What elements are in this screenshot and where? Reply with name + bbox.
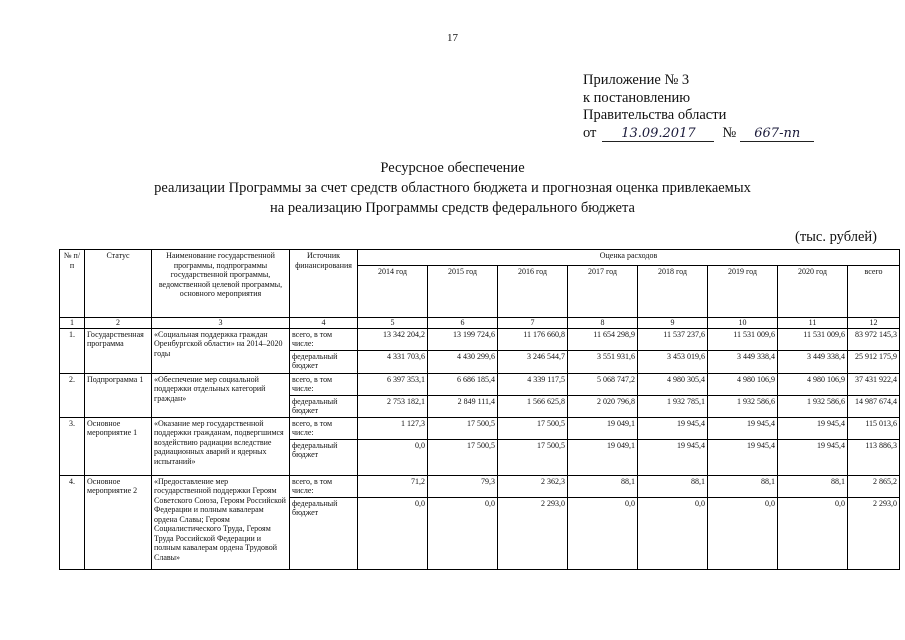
- table-row: [60, 417, 900, 439]
- row-year-value: 88,1: [708, 475, 778, 497]
- row-year-value: 19 945,4: [708, 417, 778, 439]
- header-estimate: Оценка расходов: [358, 250, 900, 266]
- row-year-value: 19 049,1: [568, 439, 638, 475]
- row-year-value: 4 980 106,9: [708, 373, 778, 395]
- row-year-value: 6 397 353,1: [358, 373, 428, 395]
- row-year-value: 0,0: [568, 497, 638, 569]
- row-year-value: 13 199 724,6: [428, 328, 498, 350]
- header-num: № п/п: [60, 250, 85, 318]
- row-year-value: 2 849 111,4: [428, 395, 498, 417]
- row-year-value: 19 945,4: [638, 417, 708, 439]
- row-year-value: 0,0: [638, 497, 708, 569]
- row-year-value: 11 531 009,6: [778, 328, 848, 350]
- header-year: 2015 год: [428, 266, 498, 318]
- title-line-1: Ресурсное обеспечение: [380, 160, 525, 176]
- row-status: Государственная программа: [85, 328, 152, 373]
- row-status: Основное мероприятие 2: [85, 475, 152, 569]
- annex-date-line: [583, 125, 814, 143]
- column-index: 2: [85, 318, 152, 329]
- row-source: всего, в том числе:: [290, 417, 358, 439]
- row-year-value: 6 686 185,4: [428, 373, 498, 395]
- row-year-value: 19 049,1: [568, 417, 638, 439]
- row-total-value: 25 912 175,9: [848, 350, 900, 373]
- table-row: [60, 475, 900, 497]
- header-year: 2019 год: [708, 266, 778, 318]
- row-total-value: 115 013,6: [848, 417, 900, 439]
- row-year-value: 0,0: [778, 497, 848, 569]
- row-year-value: 88,1: [778, 475, 848, 497]
- table-row: [60, 373, 900, 395]
- row-number: 2.: [60, 373, 85, 417]
- row-year-value: 3 449 338,4: [778, 350, 848, 373]
- row-source: федеральный бюджет: [290, 439, 358, 475]
- row-year-value: 2 362,3: [498, 475, 568, 497]
- column-index: 12: [848, 318, 900, 329]
- resource-table: [59, 249, 900, 570]
- row-number: 1.: [60, 328, 85, 373]
- row-year-value: 19 945,4: [638, 439, 708, 475]
- annex-government: Правительства области: [583, 107, 727, 123]
- row-source: федеральный бюджет: [290, 395, 358, 417]
- header-year: 2014 год: [358, 266, 428, 318]
- row-total-value: 37 431 922,4: [848, 373, 900, 395]
- column-index: 6: [428, 318, 498, 329]
- number-label: №: [722, 124, 737, 141]
- row-source: федеральный бюджет: [290, 497, 358, 569]
- row-name: «Социальная поддержка граждан Оренбургской области» на 2014–2020 годы: [152, 328, 290, 373]
- header-name: Наименование государственной программы, подпрограммы государственной программы, ведомственной целевой программы, основного мероприятия: [152, 250, 290, 318]
- column-index: 3: [152, 318, 290, 329]
- header-year: 2018 год: [638, 266, 708, 318]
- column-index: 7: [498, 318, 568, 329]
- row-year-value: 2 753 182,1: [358, 395, 428, 417]
- table-row: [60, 328, 900, 350]
- row-name: «Оказание мер государственной поддержки гражданам, подвергшимся воздействию радиации вследствие радиационных аварий и ядерных испытаний»: [152, 417, 290, 475]
- row-status: Основное мероприятие 1: [85, 417, 152, 475]
- row-year-value: 1 127,3: [358, 417, 428, 439]
- column-index: 5: [358, 318, 428, 329]
- row-year-value: 4 980 106,9: [778, 373, 848, 395]
- column-index-row: [60, 318, 900, 329]
- row-year-value: 17 500,5: [428, 439, 498, 475]
- from-label: от: [583, 124, 597, 141]
- row-source: всего, в том числе:: [290, 475, 358, 497]
- row-total-value: 14 987 674,4: [848, 395, 900, 417]
- row-year-value: 4 331 703,6: [358, 350, 428, 373]
- title-line-3: на реализацию Программы средств федерального бюджета: [270, 200, 635, 216]
- row-year-value: 0,0: [358, 439, 428, 475]
- row-year-value: 5 068 747,2: [568, 373, 638, 395]
- units-label: (тыс. рублей): [795, 229, 877, 245]
- row-year-value: 0,0: [358, 497, 428, 569]
- row-year-value: 1 566 625,8: [498, 395, 568, 417]
- header-source: Источник финансирования: [290, 250, 358, 318]
- row-year-value: 1 932 586,6: [708, 395, 778, 417]
- header-year: 2020 год: [778, 266, 848, 318]
- row-year-value: 17 500,5: [498, 439, 568, 475]
- row-source: всего, в том числе:: [290, 328, 358, 350]
- table-body: [60, 328, 900, 569]
- row-year-value: 1 932 785,1: [638, 395, 708, 417]
- header-status: Статус: [85, 250, 152, 318]
- header-total: всего: [848, 266, 900, 318]
- row-number: 3.: [60, 417, 85, 475]
- row-year-value: 4 430 299,6: [428, 350, 498, 373]
- row-year-value: 4 980 305,4: [638, 373, 708, 395]
- row-year-value: 11 537 237,6: [638, 328, 708, 350]
- annex-block: [583, 72, 814, 142]
- row-year-value: 71,2: [358, 475, 428, 497]
- row-year-value: 11 654 298,9: [568, 328, 638, 350]
- column-index: 8: [568, 318, 638, 329]
- row-total-value: 113 886,3: [848, 439, 900, 475]
- page-number: 17: [447, 32, 458, 44]
- header-year: 2017 год: [568, 266, 638, 318]
- row-year-value: 3 551 931,6: [568, 350, 638, 373]
- row-year-value: 11 531 009,6: [708, 328, 778, 350]
- column-index: 1: [60, 318, 85, 329]
- row-year-value: 1 932 586,6: [778, 395, 848, 417]
- row-total-value: 2 293,0: [848, 497, 900, 569]
- row-year-value: 17 500,5: [428, 417, 498, 439]
- row-year-value: 19 945,4: [778, 417, 848, 439]
- row-number: 4.: [60, 475, 85, 569]
- annex-title: Приложение № 3: [583, 72, 690, 88]
- row-year-value: 2 293,0: [498, 497, 568, 569]
- row-source: федеральный бюджет: [290, 350, 358, 373]
- column-index: 9: [638, 318, 708, 329]
- row-year-value: 2 020 796,8: [568, 395, 638, 417]
- row-year-value: 3 449 338,4: [708, 350, 778, 373]
- column-index: 10: [708, 318, 778, 329]
- row-year-value: 3 453 019,6: [638, 350, 708, 373]
- row-total-value: 2 865,2: [848, 475, 900, 497]
- row-year-value: 4 339 117,5: [498, 373, 568, 395]
- header-year: 2016 год: [498, 266, 568, 318]
- annex-decree: к постановлению: [583, 89, 691, 106]
- row-year-value: 13 342 204,2: [358, 328, 428, 350]
- row-status: Подпрограмма 1: [85, 373, 152, 417]
- handwritten-date: 13.09.2017: [602, 127, 714, 142]
- row-year-value: 88,1: [568, 475, 638, 497]
- handwritten-number: 667-пп: [740, 127, 814, 142]
- row-name: «Предоставление мер государственной поддержки Героям Советского Союза, Героям Российской Федерации и полным кавалерам ордена Славы; Героям Социалистического Труда, Героям Труда Российской Федерации и полным кавалерам ордена Трудовой Славы»: [152, 475, 290, 569]
- row-year-value: 88,1: [638, 475, 708, 497]
- row-year-value: 11 176 660,8: [498, 328, 568, 350]
- row-year-value: 0,0: [428, 497, 498, 569]
- title-line-2: реализации Программы за счет средств областного бюджета и прогнозная оценка привлекаемых: [154, 180, 751, 196]
- row-year-value: 3 246 544,7: [498, 350, 568, 373]
- row-year-value: 19 945,4: [708, 439, 778, 475]
- row-source: всего, в том числе:: [290, 373, 358, 395]
- row-year-value: 0,0: [708, 497, 778, 569]
- column-index: 4: [290, 318, 358, 329]
- row-year-value: 19 945,4: [778, 439, 848, 475]
- row-name: «Обеспечение мер социальной поддержки отдельных категорий граждан»: [152, 373, 290, 417]
- row-total-value: 83 972 145,3: [848, 328, 900, 350]
- row-year-value: 79,3: [428, 475, 498, 497]
- row-year-value: 17 500,5: [498, 417, 568, 439]
- column-index: 11: [778, 318, 848, 329]
- document-title: [0, 158, 905, 218]
